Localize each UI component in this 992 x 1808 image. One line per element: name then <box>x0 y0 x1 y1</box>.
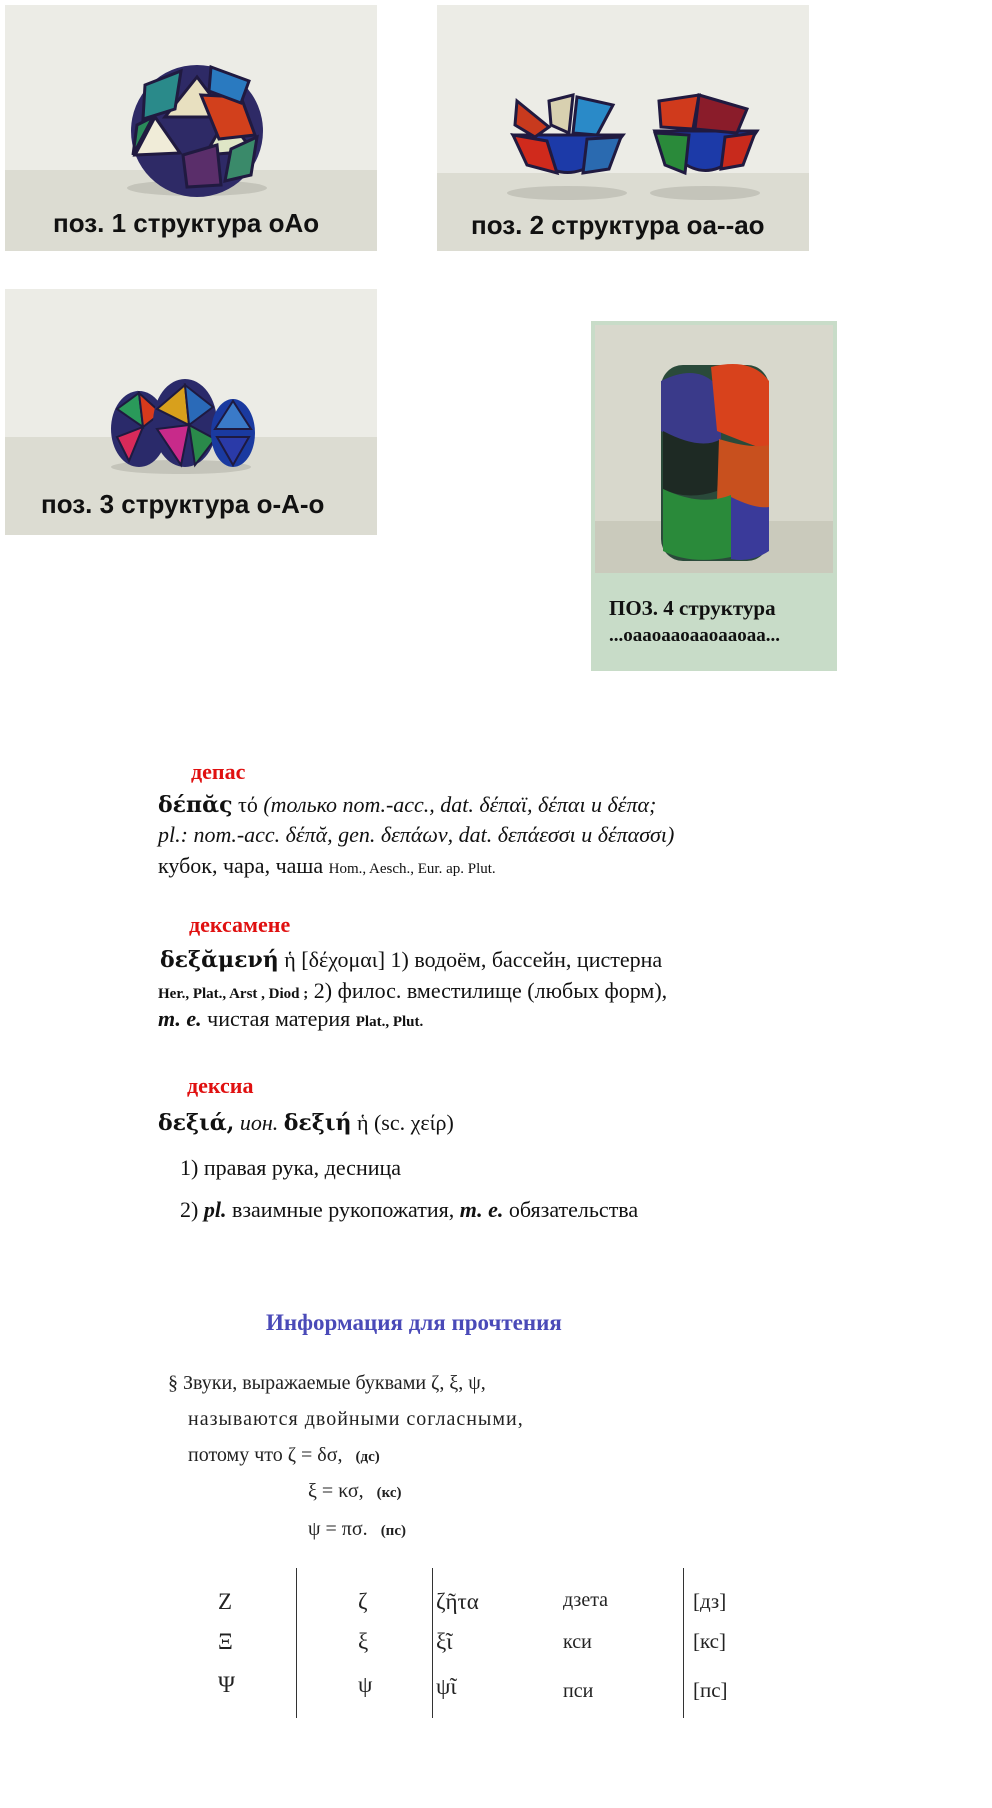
letter-sound: [кс] <box>693 1629 726 1653</box>
entry-3-sense-2 <box>180 1195 638 1225</box>
entry-2-refs-1: Her., Plat., Arst , Diod ; <box>158 986 309 1002</box>
entry-2-line1-rest: [δέχομαι] 1) водоём, бассейн, цистерна <box>301 947 663 972</box>
entry-1-refs: Hom., Aesch., Eur. ap. Plut. <box>328 861 496 877</box>
lower-letter: ζ <box>358 1589 368 1614</box>
entry-2-line1 <box>160 945 662 975</box>
entry-2-meaning: чистая материя <box>207 1006 351 1031</box>
entry-3-line1 <box>158 1108 454 1138</box>
photo-1-caption: поз. 1 структура оАо <box>53 208 320 238</box>
photo-2 <box>437 5 809 251</box>
info-line-4 <box>308 1480 402 1503</box>
letter-name-greek: ζῆτα <box>436 1589 479 1614</box>
info-line-3-text: потому что ζ = δσ, <box>188 1444 343 1466</box>
entry-2-article: ἡ <box>284 947 296 972</box>
entry-3-heading: дексиа <box>187 1073 254 1098</box>
entry-3-greek: δεξιά, <box>158 1110 235 1136</box>
entry-3-sense-2-pl: pl. <box>203 1197 227 1222</box>
entry-3-sense-2-end: обязательства <box>508 1197 639 1222</box>
letter-name-russian: кси <box>563 1631 592 1653</box>
photo-2-caption: поз. 2 структура оа--ао <box>471 210 765 240</box>
entry-3-sense-1: 1) правая рука, десница <box>180 1155 402 1180</box>
letter-name-russian: пси <box>563 1680 594 1702</box>
entry-3-sense-2-text: взаимные рукопожатия, <box>231 1197 455 1222</box>
photo-1 <box>5 5 377 251</box>
photo-3 <box>5 289 377 535</box>
info-line-4-text: ξ = κσ, <box>308 1480 364 1502</box>
letter-name-greek: ξῖ <box>436 1629 453 1654</box>
photo-4-caption-line2: ...оаaоаaоаaоаaоаa... <box>609 625 780 646</box>
entry-1-heading: депас <box>191 759 246 784</box>
photo-3-caption: поз. 3 структура о-А-о <box>41 489 325 519</box>
upper-letter: Ξ <box>218 1629 233 1654</box>
entry-2-te: т. е. <box>158 1006 202 1031</box>
lower-letter: ψ <box>358 1672 373 1697</box>
entry-1-meaning: кубок, чара, чаша <box>158 853 324 878</box>
entry-3-ion: ион. <box>239 1110 279 1135</box>
entry-3-sense-2-num: 2) <box>180 1197 199 1222</box>
entry-2-refs-2: Plat., Plut. <box>355 1014 424 1030</box>
table-divider-3 <box>683 1568 684 1718</box>
upper-letter: Ψ <box>218 1672 235 1697</box>
info-line-3 <box>188 1444 380 1467</box>
entry-2-line2-rest: 2) филос. вместилище (любых форм), <box>313 978 668 1003</box>
entry-3-sense-2-te: т. е. <box>459 1197 504 1222</box>
letter-name-greek: ψῖ <box>436 1674 457 1699</box>
info-title: Информация для прочтения <box>266 1310 562 1335</box>
table-divider-1 <box>296 1568 297 1718</box>
letter-sound: [дз] <box>693 1589 727 1613</box>
entry-1-greek: δέπᾰς <box>158 792 233 818</box>
entry-2-heading: дексамене <box>189 912 291 937</box>
photo-4-caption-line1: ПОЗ. 4 структура <box>609 596 776 620</box>
entry-1-line1 <box>158 790 656 820</box>
entry-2-greek: δεξᾰμενή <box>160 947 279 973</box>
info-line-5-text: ψ = πσ. <box>308 1518 368 1540</box>
entry-1-line3 <box>158 851 496 884</box>
entry-1-line2: pl.: nom.-acc. δέπᾰ, gen. δεπάων, dat. δεπάεσσι и δέπασσι) <box>158 822 675 847</box>
entry-1-article: τό <box>237 792 258 817</box>
table-divider-2 <box>432 1568 433 1718</box>
info-line-3-note: (дс) <box>355 1449 380 1465</box>
info-line-2: называются двойными согласными, <box>188 1408 524 1430</box>
upper-letter: Ζ <box>218 1589 233 1614</box>
photo-4 <box>591 321 837 671</box>
info-line-4-note: (кс) <box>376 1485 402 1501</box>
lower-letter: ξ <box>358 1629 369 1654</box>
info-line-5-note: (пс) <box>380 1523 406 1539</box>
entry-2-line3 <box>158 1004 423 1037</box>
entry-3-rest: ἡ (sc. χείρ) <box>356 1110 454 1135</box>
info-line-5 <box>308 1518 406 1541</box>
letter-sound: [пс] <box>693 1678 728 1702</box>
entry-1-line1-rest: (только nom.-acc., dat. δέπαϊ, δέπαι и δέπα; <box>263 792 657 817</box>
info-line-1: § Звуки, выражаемые буквами ζ, ξ, ψ, <box>168 1372 486 1394</box>
entry-3-greek2: δεξιή <box>283 1110 352 1136</box>
letter-name-russian: дзета <box>563 1589 609 1611</box>
